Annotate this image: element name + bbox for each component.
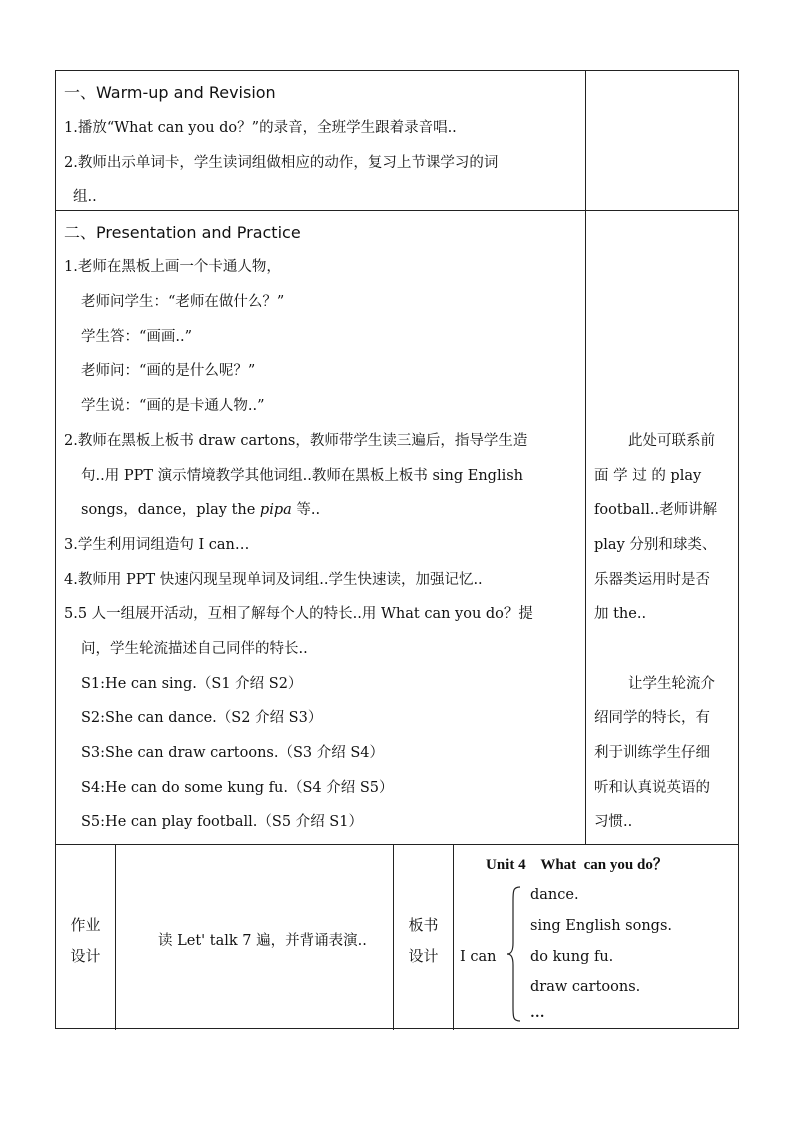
warmup-note-cell [586, 71, 740, 210]
board-phrase: draw cartoons. [530, 979, 641, 995]
board-phrase: sing English songs. [530, 918, 673, 934]
board-phrase-ellipsis: … [530, 1005, 545, 1021]
dialogue-line: S4:He can do some kung fu.（S4 介绍 S5） [81, 780, 394, 796]
presentation-line: 5.5 人一组展开活动，互相了解每个人的特长..用 What can you do？提 [64, 606, 533, 622]
warmup-item-1: 1.播放“What can you do？”的录音，全班学生跟着录音唱.. [64, 120, 457, 136]
lesson-plan-table [55, 70, 739, 1029]
presentation-line-part: songs，dance，play the [81, 502, 256, 518]
presentation-note-cell [586, 211, 740, 844]
curly-brace-icon [506, 885, 522, 1023]
homework-content: 读 Let' talk 7 遍，并背诵表演.. [158, 933, 367, 949]
design-row [56, 845, 738, 1030]
note-line: 加 the.. [594, 606, 647, 622]
dialogue-line: S5:He can play football.（S5 介绍 S1） [81, 814, 363, 830]
presentation-line-part: 等.. [296, 502, 321, 518]
presentation-line: 老师问学生：“老师在做什么？” [81, 294, 285, 310]
board-title: Unit 4 What can you do？ [486, 857, 668, 873]
warmup-content-cell [56, 71, 586, 210]
presentation-heading: 二、Presentation and Practice [64, 223, 301, 242]
presentation-line: 1.老师在黑板上画一个卡通人物， [64, 259, 281, 275]
board-label-2: 设计 [408, 947, 439, 965]
board-label-1: 板书 [408, 916, 439, 934]
presentation-line: 问，学生轮流描述自己同伴的特长.. [81, 641, 308, 657]
board-label-cell [394, 845, 454, 1030]
dialogue-line: S3:She can draw cartoons.（S3 介绍 S4） [81, 745, 385, 761]
note-line: play 分别和球类、 [594, 537, 717, 553]
presentation-row [56, 211, 738, 845]
note-line: 听和认真说英语的 [594, 780, 710, 796]
homework-label-cell [56, 845, 116, 1030]
presentation-line: 学生答：“画画..” [81, 329, 193, 345]
homework-content-cell [116, 845, 394, 1030]
note-line: 习惯.. [594, 814, 633, 830]
presentation-line: 3.学生利用词组造句 I can… [64, 537, 250, 553]
board-phrase: do kung fu. [530, 949, 614, 965]
board-subject: I can [460, 949, 497, 965]
homework-label-1: 作业 [70, 916, 101, 934]
presentation-line: 句..用 PPT 演示情境教学其他词组..教师在黑板上板书 sing English [81, 468, 524, 484]
warmup-item-2: 2.教师出示单词卡，学生读词组做相应的动作，复习上节课学习的词 [64, 155, 499, 171]
presentation-line-songs [81, 500, 320, 520]
dialogue-line: S2:She can dance.（S2 介绍 S3） [81, 710, 323, 726]
note-line: 此处可联系前 [628, 433, 715, 449]
presentation-line: 老师问：“画的是什么呢？” [81, 363, 256, 379]
board-phrase: dance. [530, 887, 579, 903]
note-line: 乐器类运用时是否 [594, 572, 710, 588]
note-line: football..老师讲解 [594, 502, 718, 518]
presentation-line: 4.教师用 PPT 快速闪现呈现单词及词组..学生快速读，加强记忆.. [64, 572, 483, 588]
warmup-heading: 一、Warm-up and Revision [64, 83, 276, 102]
presentation-line: 2.教师在黑板上板书 draw cartons，教师带学生读三遍后，指导学生造 [64, 433, 528, 449]
presentation-line: 学生说：“画的是卡通人物..” [81, 398, 265, 414]
note-line: 让学生轮流介 [628, 676, 715, 692]
note-line: 绍同学的特长，有 [594, 710, 710, 726]
note-line: 面 学 过 的 play [594, 468, 702, 484]
warmup-item-2-cont: 组.. [73, 189, 97, 205]
presentation-line-pipa: pipa [259, 502, 292, 518]
dialogue-line: S1:He can sing.（S1 介绍 S2） [81, 676, 303, 692]
note-line: 利于训练学生仔细 [594, 745, 710, 761]
presentation-content-cell [56, 211, 586, 844]
homework-label-2: 设计 [70, 947, 101, 965]
board-content-cell [454, 845, 740, 1030]
warmup-row [56, 71, 738, 211]
